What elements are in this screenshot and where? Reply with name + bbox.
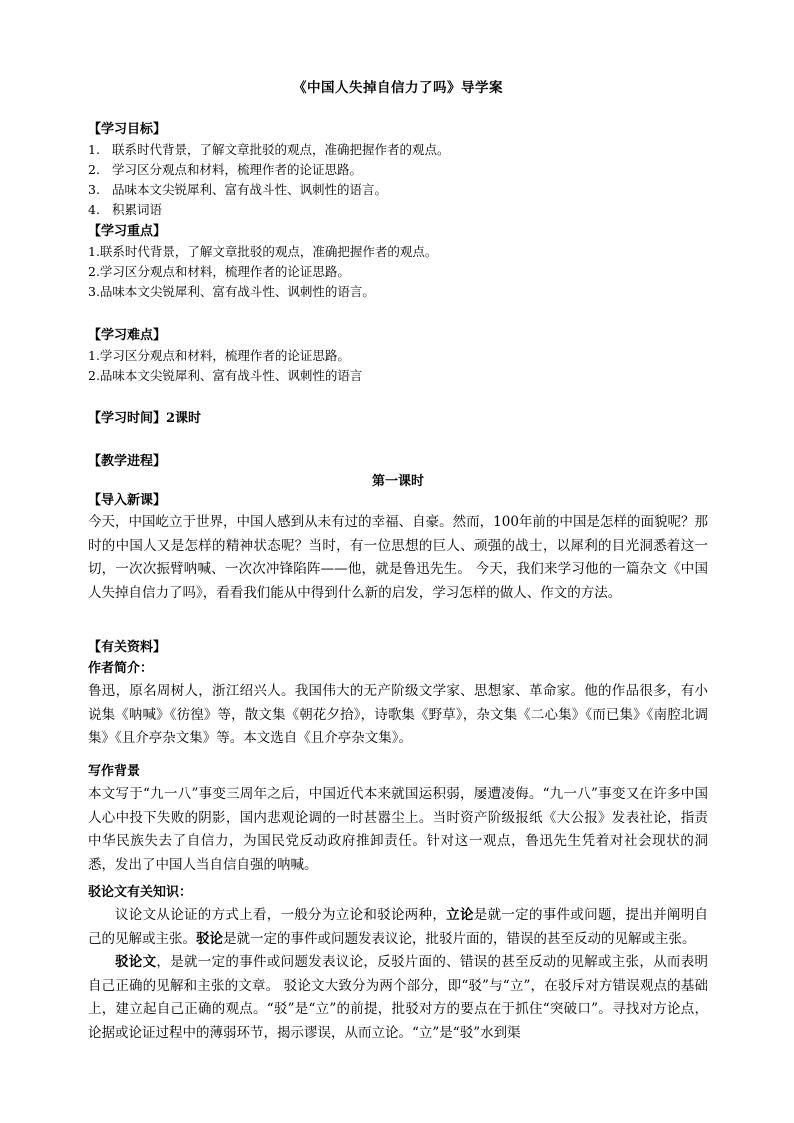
background-paragraph: 本文写于“九一八”事变三周年之后，中国近代本来就国运积弱，屡遭凌侮。“九一八”事变又在许多中国人心中投下失败的阴影，国内悲观论调的一时甚嚣尘上。当时资产阶级报纸《大公报》发表社论，指责中华民族失去了自信力，为国民党反动政府推卸责任。针对这一观点，鲁迅先生凭着对社会现状的洞悉，发出了中国人当自信自强的呐喊。 [88,786,708,873]
difficulties-section [88,326,708,386]
document-title: 《中国人失掉自信力了吗》导学案 [293,80,503,96]
time-heading: 【学习时间】2课时 [88,411,202,426]
key-point-item: 1.联系时代背景，了解文章批驳的观点，准确把握作者的观点。 [88,244,438,259]
key-point-item: 2.学习区分观点和材料，梳理作者的论证思路。 [88,264,350,279]
intro-heading: 【导入新课】 [88,493,167,508]
intro-section [88,491,708,605]
key-points-heading: 【学习重点】 [88,224,167,239]
author-paragraph: 鲁迅，原名周树人，浙江绍兴人。我国伟大的无产阶级文学家、思想家、革命家。他的作品很多，有小说集《呐喊》《彷徨》等，散文集《朝花夕拾》，诗歌集《野草》，杂文集《二心集》《而已集》《南腔北调集》《且介亭杂文集》等。本文选自《且介亭杂文集》。 [88,683,708,746]
difficulty-item: 1.学习区分观点和材料，梳理作者的论证思路。 [88,348,350,363]
objective-item: 2. 学习区分观点和材料，梳理作者的论证思路。 [88,162,363,177]
materials-heading: 【有关资料】 [88,640,167,655]
objective-item: 3. 品味本文尖锐犀利、富有战斗性、讽刺性的语言。 [88,182,388,197]
materials-section [88,638,708,751]
key-point-item: 3.品味本文尖锐犀利、富有战斗性、讽刺性的语言。 [88,284,375,299]
background-section [88,761,708,877]
objectives-section [88,120,708,220]
author-heading: 作者简介： [88,661,154,676]
difficulty-item: 2.品味本文尖锐犀利、富有战斗性、讽刺性的语言 [88,368,363,383]
time-section [88,409,708,429]
objective-item: 4. 积累词语 [88,202,163,217]
process-section [88,452,708,492]
intro-paragraph: 今天，中国屹立于世界，中国人感到从未有过的幸福、自豪。然而，100年前的中国是怎样的面貌呢？那时的中国人又是怎样的精神状态呢？当时，有一位思想的巨人、顽强的战士，以犀利的目光洞悉着这一切，一次次振臂呐喊、一次次冲锋陷阵——他，就是鲁迅先生。 今天，我们来学习他的一篇杂文《中国人失掉自信力了吗》，看看我们能从中得到什么新的启发，学习怎样的做人、作文的方法。 [88,514,708,601]
argument-heading: 驳论文有关知识： [88,885,193,900]
argument-section [88,882,708,1045]
background-heading: 写作背景 [88,764,141,779]
objective-item: 1. 联系时代背景，了解文章批驳的观点，准确把握作者的观点。 [88,142,450,157]
argument-paragraph-1: 议论文从论证的方式上看，一般分为立论和驳论两种，立论是就一定的事件或问题，提出并阐明自己的见解或主张。驳论是就一定的事件或问题发表议论，批驳片面的，错误的甚至反动的见解或主张。 [88,907,709,947]
key-points-section [88,222,708,302]
argument-paragraph-2: 驳论文，是就一定的事件或问题发表议论，反驳片面的、错误的甚至反动的见解或主张，从而表明自己正确的见解和主张的文章。 驳论文大致分为两个部分，即“驳”与“立”，在驳斥对方错误观点的基础上，建立起自己正确的观点。“驳”是“立”的前提，批驳对方的要点在于抓住“突破口”。寻找对方论点，论据或论证过程中的薄弱环节，揭示谬误，从而立论。“立”是“驳”水到渠 [88,954,709,1041]
lesson-label: 第一课时 [371,474,424,489]
difficulties-heading: 【学习难点】 [88,328,167,343]
objectives-heading: 【学习目标】 [88,122,167,137]
process-heading: 【教学进程】 [88,454,167,469]
